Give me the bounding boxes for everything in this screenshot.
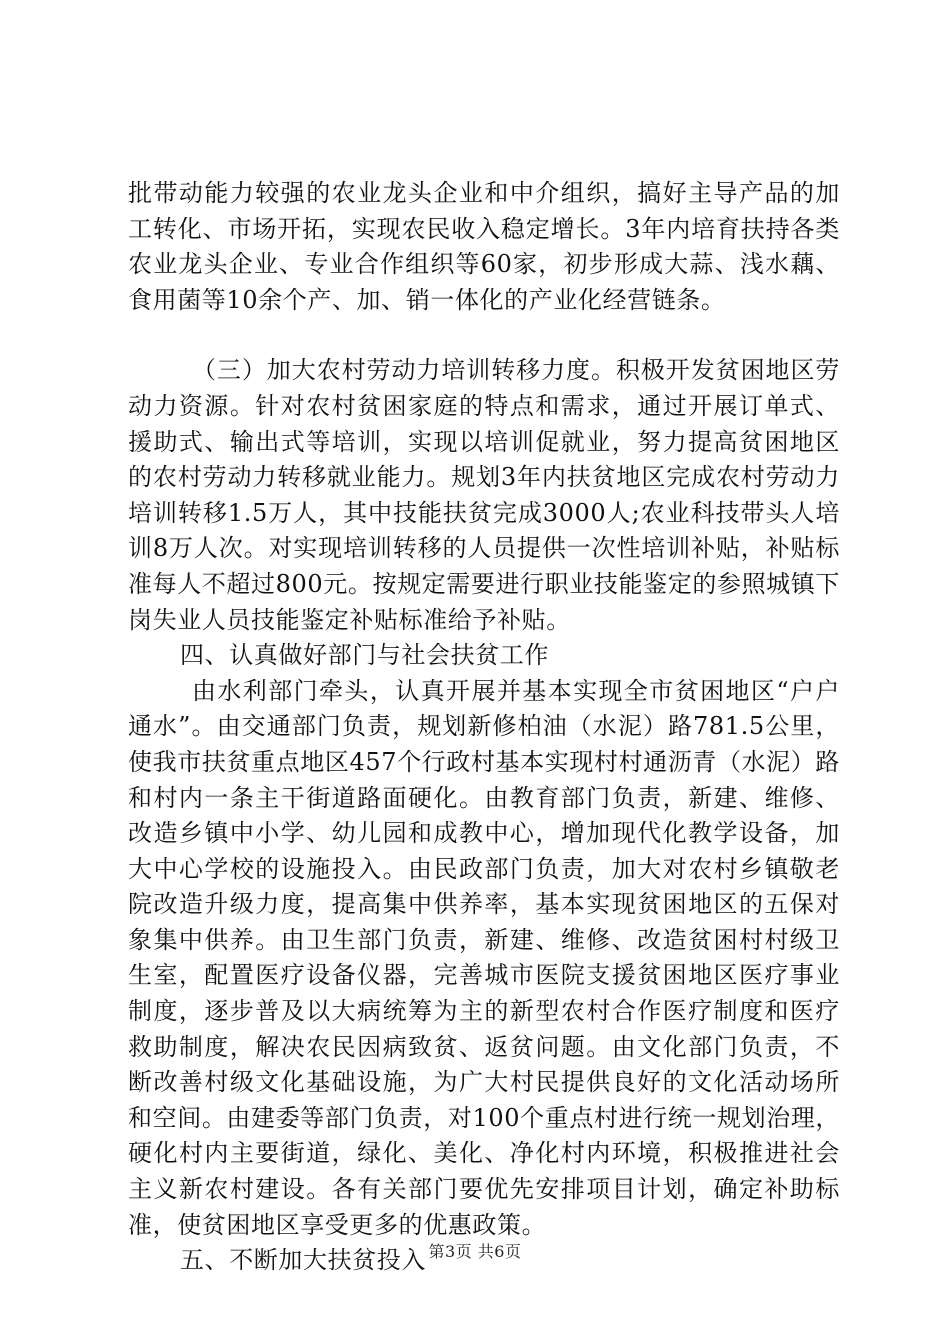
paragraph-labor-training: （三）加大农村劳动力培训转移力度。积极开发贫困地区劳动力资源。针对农村贫困家庭的特点和需求，通过开展订单式、援助式、输出式等培训，实现以培训促就业，努力提高贫困地区的农村劳动力转移就业能力。规划3年内扶贫地区完成农村劳动力培训转移1.5万人，其中技能扶贫完成3000人;农业科技带头人培训8万人次。对实现培训转移的人员提供一次性培训补贴，补贴标准每人不超过800元。按规定需要进行职业技能鉴定的参照城镇下岗失业人员技能鉴定补贴标准给予补贴。 (128, 356, 840, 634)
paragraph-industrialization: 批带动能力较强的农业龙头企业和中介组织，搞好主导产品的加工转化、市场开拓，实现农民收入稳定增长。3年内培育扶持各类农业龙头企业、专业合作组织等60家，初步形成大蒜、浅水藕、食用菌等10余个产、加、销一体化的产业化经营链条。 (128, 179, 840, 314)
section-heading-5: 五、不断加大扶贫投入 (180, 1246, 426, 1275)
document-body (128, 176, 840, 1279)
section-heading-4: 四、认真做好部门与社会扶贫工作 (180, 641, 549, 670)
page-footer: 第3页 共6页 (428, 1242, 522, 1261)
paragraph-department-poverty-work: 由水利部门牵头，认真开展并基本实现全市贫困地区“户户通水”。由交通部门负责，规划新修柏油（水泥）路781.5公里，使我市扶贫重点地区457个行政村基本实现村村通沥青（水泥）路和村内一条主干街道路面硬化。由教育部门负责，新建、维修、改造乡镇中小学、幼儿园和成教中心，增加现代化教学设备，加大中心学校的设施投入。由民政部门负责，加大对农村乡镇敬老院改造升级力度，提高集中供养率，基本实现贫困地区的五保对象集中供养。由卫生部门负责，新建、维修、改造贫困村村级卫生室，配置医疗设备仪器，完善城市医院支援贫困地区医疗事业制度，逐步普及以大病统筹为主的新型农村合作医疗制度和医疗救助制度，解决农民因病致贫、返贫问题。由文化部门负责，不断改善村级文化基础设施，为广大村民提供良好的文化活动场所和空间。由建委等部门负责，对100个重点村进行统一规划治理，硬化村内主要街道，绿化、美化、净化村内环境，积极推进社会主义新农村建设。各有关部门要优先安排项目计划，确定补助标准，使贫困地区享受更多的优惠政策。 (128, 676, 840, 1239)
